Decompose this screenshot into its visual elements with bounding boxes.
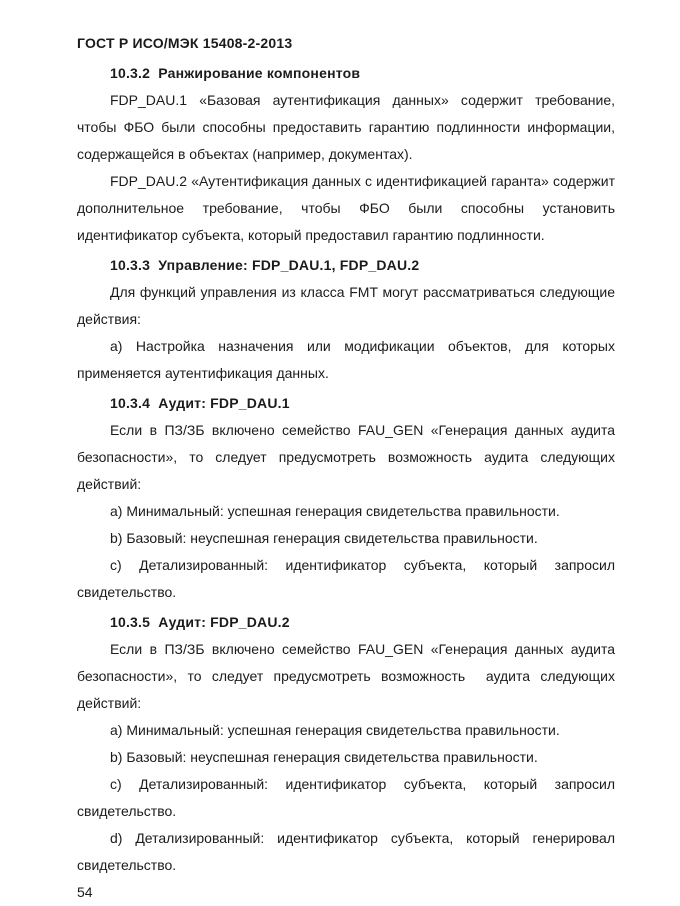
paragraph: Если в ПЗ/ЗБ включено семейство FAU_GEN «Генерация данных аудита безопасности», то следует предусмотреть возможность аудита следующих действий: bbox=[77, 422, 615, 492]
paragraph: a) Минимальный: успешная генерация свидетельства правильности. bbox=[110, 722, 560, 738]
paragraph: b) Базовый: неуспешная генерация свидетельства правильности. bbox=[110, 530, 538, 546]
document-body bbox=[77, 60, 615, 879]
paragraph: c) Детализированный: идентификатор субъекта, который запросил свидетельство. bbox=[77, 557, 615, 600]
paragraph: Для функций управления из класса FMT могут рассматриваться следующие действия: bbox=[77, 284, 615, 327]
paragraph: a) Настройка назначения или модификации объектов, для которых применяется аутентификация данных. bbox=[77, 338, 615, 381]
section-heading: 10.3.2 Ранжирование компонентов bbox=[110, 65, 361, 81]
paragraph: b) Базовый: неуспешная генерация свидетельства правильности. bbox=[110, 749, 538, 765]
paragraph: Если в ПЗ/ЗБ включено семейство FAU_GEN «Генерация данных аудита безопасности», то следует предусмотреть возможность аудита следующих действий: bbox=[77, 641, 615, 711]
paragraph: FDP_DAU.1 «Базовая аутентификация данных» содержит требование, чтобы ФБО были способны предоставить гарантию подлинности информации, содержащейся в объектах (например, документах). bbox=[77, 92, 615, 162]
page-number: 54 bbox=[77, 884, 93, 900]
section-heading: 10.3.5 Аудит: FDP_DAU.2 bbox=[110, 614, 290, 630]
section-heading: 10.3.4 Аудит: FDP_DAU.1 bbox=[110, 395, 290, 411]
paragraph: c) Детализированный: идентификатор субъекта, который запросил свидетельство. bbox=[77, 776, 615, 819]
document-header: ГОСТ Р ИСО/МЭК 15408-2-2013 bbox=[77, 35, 293, 51]
section-heading: 10.3.3 Управление: FDP_DAU.1, FDP_DAU.2 bbox=[110, 257, 420, 273]
paragraph: d) Детализированный: идентификатор субъекта, который генерировал свидетельство. bbox=[77, 830, 615, 873]
paragraph: FDP_DAU.2 «Аутентификация данных с идентификацией гаранта» содержит дополнительное требование, чтобы ФБО были способны установить идентификатор субъекта, который предоставил гарантию подлинности. bbox=[77, 173, 615, 243]
paragraph: a) Минимальный: успешная генерация свидетельства правильности. bbox=[110, 503, 560, 519]
